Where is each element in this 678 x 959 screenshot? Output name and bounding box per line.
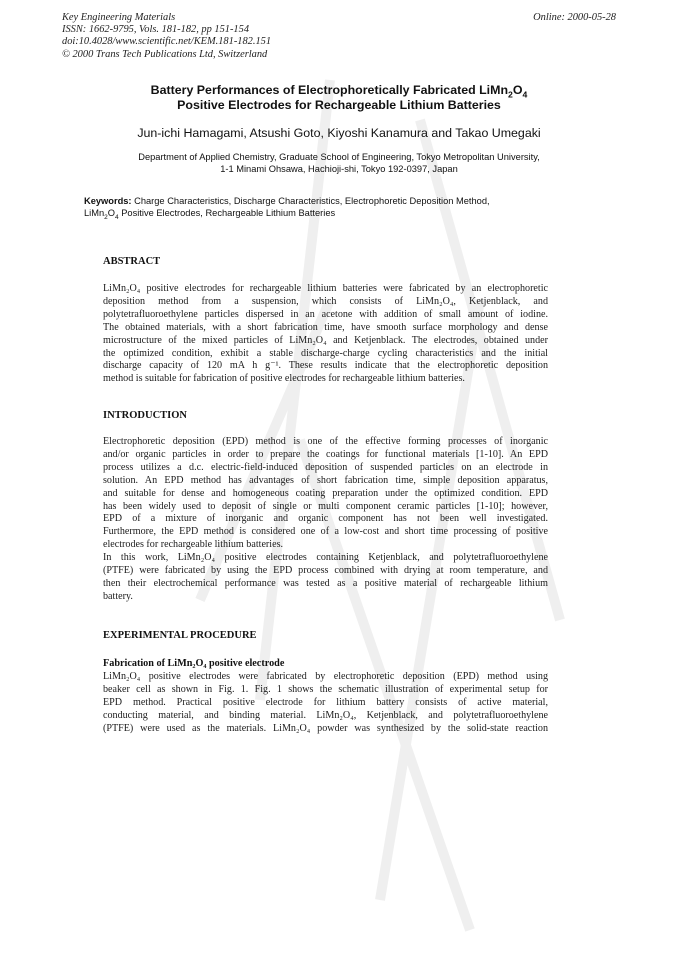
- abstract-line: polytetrafluoroethylene particles dispersed in an acetone with addition of small amount of iodine.: [103, 308, 548, 320]
- authors: Jun-ichi Hamagami, Atsushi Goto, Kiyoshi Kanamura and Takao Umegaki: [137, 126, 541, 140]
- online-date: Online: 2000-05-28: [533, 12, 616, 23]
- paper-title: [80, 83, 598, 113]
- keywords-label: Keywords:: [84, 196, 132, 206]
- abstract-line: method is suitable for fabrication of positive electrodes for rechargeable lithium batteries.: [103, 373, 465, 385]
- abstract-line: discharge capacity of 120 mA h g⁻¹. These results indicate that the electrophoretic deposition: [103, 360, 548, 372]
- experimental-body: [103, 671, 548, 736]
- experimental-line: (PTFE) were used as the materials. LiMn₂O₄ powder was synthesized by the solid-state reaction: [103, 722, 548, 734]
- title-subscript: 4: [522, 89, 528, 100]
- introduction-line: solution. An EPD method has advantages of short fabrication time, simple deposition apparatus,: [103, 474, 548, 486]
- title-line2: Positive Electrodes for Rechargeable Lithium Batteries: [177, 98, 501, 112]
- keywords-line2-post: Positive Electrodes, Rechargeable Lithium Batteries: [118, 208, 336, 219]
- journal-copyright: © 2000 Trans Tech Publications Ltd, Switzerland: [62, 48, 268, 60]
- journal-info: [62, 12, 271, 61]
- journal-doi: doi:10.4028/www.scientific.net/KEM.181-182.151: [62, 36, 272, 48]
- introduction-line: process utilizes a d.c. electric-field-induced deposition of suspended particles on an electrode in: [103, 461, 548, 473]
- abstract-line: LiMn₂O₄ positive electrodes for rechargeable lithium batteries were fabricated by an electrophoretic: [103, 283, 548, 294]
- journal-issn: ISSN: 1662-9795, Vols. 181-182, pp 151-154: [62, 24, 250, 36]
- affiliation-line: Department of Applied Chemistry, Graduate School of Engineering, Tokyo Metropolitan University,: [138, 152, 540, 162]
- abstract-heading: ABSTRACT: [103, 256, 161, 267]
- experimental-line: conducting material, and binding material. LiMn₂O₄, Ketjenblack, and polytetrafluoroethylene: [103, 709, 548, 721]
- abstract-line: the optimized condition, exhibit a stable discharge-charge cycling characteristics and the initial: [103, 347, 548, 359]
- introduction-line: In this work, LiMn₂O₄ positive electrodes containing Ketjenblack, and polytetrafluoroethylene: [103, 552, 548, 564]
- keywords-line2-mid: O: [107, 208, 116, 219]
- introduction-line: and/or organic particles in order to prepare the coatings for functional materials [1-10]. An EPD: [103, 448, 548, 460]
- introduction-line: then their electrochemical performance was tested as a positive material of rechargeable lithium: [103, 577, 548, 589]
- keywords-line2-pre: LiMn: [84, 208, 105, 219]
- title-line1: Battery Performances of Electrophoretically Fabricated LiMn: [150, 83, 509, 97]
- introduction-heading: INTRODUCTION: [103, 410, 188, 421]
- introduction-line: EPD of a mixture of inorganic and organic component has not been well investigated.: [103, 513, 548, 525]
- abstract-line: microstructure of the mixed particles of LiMn₂O₄ and Ketjenblack. The electrodes, obtained under: [103, 334, 548, 346]
- introduction-line: battery.: [103, 590, 133, 602]
- experimental-subheading: Fabrication of LiMn₂O₄ positive electrode: [103, 658, 285, 669]
- keywords-subscript: 2: [104, 214, 108, 222]
- introduction-line: Electrophoretic deposition (EPD) method is one of the effective forming processes of inorganic: [103, 436, 548, 447]
- experimental-heading: EXPERIMENTAL PROCEDURE: [103, 630, 257, 641]
- introduction-line: (PTFE) were fabricated by using the EPD process combined with drying at room temperature, and: [103, 565, 548, 577]
- title-subscript: 2: [508, 89, 513, 100]
- introduction-line: has been widely used to deposit of single or multi component ceramic particles [1-10]; however,: [103, 500, 548, 512]
- abstract-body: [103, 283, 548, 386]
- abstract-line: The obtained materials, with a short fabrication time, have smooth surface morphology and dense: [103, 321, 548, 333]
- title-line1-mid: O: [512, 83, 523, 97]
- keywords: [84, 195, 554, 220]
- introduction-line: and suitable for dense and homogeneous coating preparation under the optimized condition. EPD: [103, 487, 548, 499]
- introduction-line: Furthermore, the EPD method is considered one of a low-cost and short time processing of positive: [103, 526, 548, 538]
- affiliation: [70, 151, 608, 175]
- introduction-body: [103, 436, 548, 604]
- experimental-line: LiMn₂O₄ positive electrodes were fabricated by electrophoretic deposition (EPD) method using: [103, 671, 548, 682]
- affiliation-line: 1-1 Minami Ohsawa, Hachioji-shi, Tokyo 192-0397, Japan: [220, 164, 458, 174]
- abstract-line: deposition method from a suspension, which consists of LiMn₂O₄, Ketjenblack, and: [103, 295, 548, 307]
- experimental-line: EPD method. Practical positive electrode for lithium battery consists of active material,: [103, 696, 548, 708]
- keywords-line1: Charge Characteristics, Discharge Characteristics, Electrophoretic Deposition Method,: [131, 196, 490, 206]
- introduction-line: electrodes for rechargeable lithium batteries.: [103, 539, 284, 551]
- journal-name: Key Engineering Materials: [62, 12, 176, 23]
- keywords-subscript: 4: [115, 214, 119, 222]
- experimental-line: beaker cell as shown in Fig. 1. Fig. 1 shows the schematic illustration of experimental setup for: [103, 683, 548, 695]
